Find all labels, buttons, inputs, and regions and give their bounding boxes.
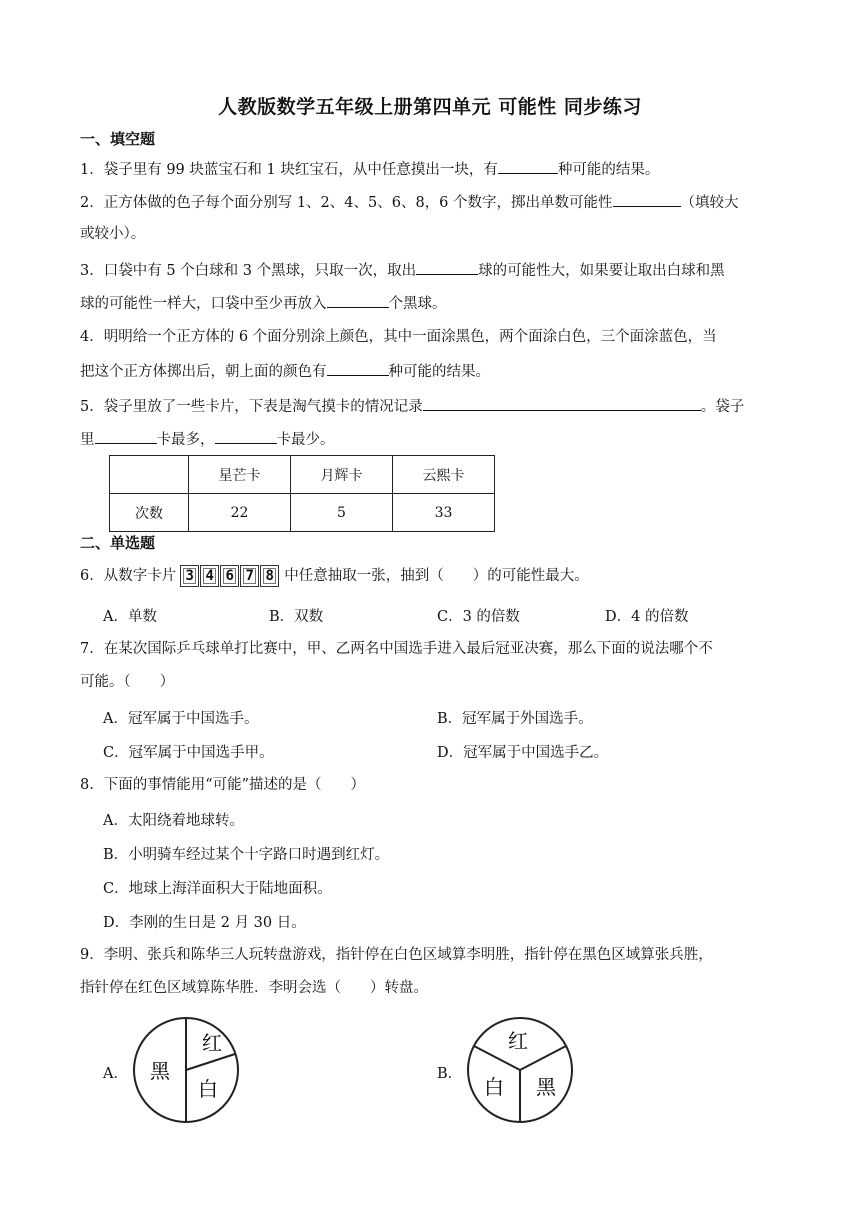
q4-text-end: 种可能的结果。: [388, 364, 490, 380]
q1-text: 1．袋子里有 99 块蓝宝石和 1 块红宝石，从中任意摸出一块，有: [80, 162, 498, 178]
q7-option-d[interactable]: D．冠军属于中国选手乙。: [437, 745, 609, 761]
question-5: [80, 395, 780, 417]
q4-text-2: 把这个正方体掷出后，朝上面的颜色有: [80, 364, 327, 380]
question-3-cont: [80, 292, 780, 314]
spinner-a[interactable]: [132, 1014, 242, 1126]
q8-option-d[interactable]: D．李刚的生日是 2 月 30 日。: [103, 915, 306, 931]
question-2-cont: [80, 224, 780, 244]
q3-blank-2[interactable]: [327, 292, 389, 308]
question-7: [80, 639, 780, 659]
section-fill-blank: 一、填空题: [80, 130, 156, 148]
number-cards: [180, 565, 280, 587]
q5-text-2: 里: [80, 432, 95, 448]
q3-blank-1[interactable]: [416, 259, 478, 275]
q4-text: 4．明明给一个正方体的 6 个面分别涂上颜色，其中一面涂黑色，两个面涂白色，三个面涂蓝色，当: [80, 329, 717, 345]
spinner-b-red-label: 红: [508, 1029, 528, 1053]
number-card: 4: [200, 565, 219, 587]
number-card: 6: [220, 565, 239, 587]
spinner-b-black-label: 黑: [536, 1075, 556, 1099]
spinner-a-white-label: 白: [198, 1077, 218, 1101]
question-7-cont: [80, 672, 780, 692]
table-row: [110, 456, 495, 494]
question-2: [80, 191, 780, 213]
q8-option-c[interactable]: C．地球上海洋面积大于陆地面积。: [103, 881, 332, 897]
table-cell: 22: [189, 494, 291, 532]
q9-text-end: 指针停在红色区域算陈华胜．李明会选（ ）转盘。: [80, 980, 428, 996]
q5-text-end: 卡最少。: [276, 432, 335, 448]
question-1: [80, 158, 780, 180]
q6-option-a[interactable]: A．单数: [103, 609, 157, 625]
table-header-cell: [110, 456, 189, 494]
table-header-cell: 月辉卡: [291, 456, 393, 494]
number-card: 8: [260, 565, 279, 587]
q1-text-end: 种可能的结果。: [557, 162, 660, 178]
q2-text-mid: （填较大: [680, 195, 739, 211]
q1-blank[interactable]: [498, 158, 558, 174]
question-6: [80, 565, 780, 587]
q6-text: 6．从数字卡片: [80, 568, 177, 584]
q9-option-a[interactable]: A．: [103, 1066, 128, 1082]
q9-option-b[interactable]: B．: [437, 1066, 463, 1082]
number-card: 7: [240, 565, 259, 587]
q3-text-mid: 球的可能性大，如果要让取出白球和黑: [478, 263, 725, 279]
q6-option-d[interactable]: D．4 的倍数: [605, 609, 689, 625]
q8-option-a[interactable]: A．太阳绕着地球转。: [103, 813, 244, 829]
spinner-a-red-label: 红: [202, 1031, 222, 1055]
record-table: [109, 455, 495, 532]
q3-text-end: 个黑球。: [388, 296, 447, 312]
table-row: [110, 494, 495, 532]
q2-text: 2．正方体做的色子每个面分别写 1、2、4、5、6、8，6 个数字，掷出单数可能性: [80, 195, 613, 211]
question-9: [80, 945, 780, 965]
page-title: 人教版数学五年级上册第四单元 可能性 同步练习: [218, 96, 642, 118]
q9-text: 9．李明、张兵和陈华三人玩转盘游戏，指针停在白色区域算李明胜，指针停在黑色区域算张兵胜，: [80, 947, 713, 963]
q6-option-b[interactable]: B．双数: [269, 609, 324, 625]
q7-text: 7．在某次国际乒乓球单打比赛中，甲、乙两名中国选手进入最后冠亚决赛，那么下面的说法哪个不: [80, 641, 713, 657]
q7-text-end: 可能。（ ）: [80, 674, 175, 690]
question-9-cont: [80, 978, 780, 998]
spinner-b-white-label: 白: [484, 1075, 504, 1099]
section-single-choice: 二、单选题: [80, 534, 156, 552]
q5-text-3: 卡最多，: [156, 432, 215, 448]
q2-blank[interactable]: [613, 191, 681, 207]
q7-option-c[interactable]: C．冠军属于中国选手甲。: [103, 745, 274, 761]
number-card: 3: [180, 565, 199, 587]
table-row-label: 次数: [110, 494, 189, 532]
table-cell: 5: [291, 494, 393, 532]
q5-text-mid: 。袋子: [700, 399, 745, 415]
table-header-cell: 云熙卡: [393, 456, 495, 494]
q3-text: 3．口袋中有 5 个白球和 3 个黑球，只取一次，取出: [80, 263, 417, 279]
table-cell: 33: [393, 494, 495, 532]
q5-text: 5．袋子里放了一些卡片，下表是淘气摸卡的情况记录: [80, 399, 423, 415]
question-5-cont: [80, 428, 780, 450]
spinner-a-black-label: 黑: [150, 1059, 170, 1083]
q8-text: 8．下面的事情能用“可能”描述的是（ ）: [80, 777, 366, 793]
question-4-cont: [80, 360, 780, 382]
q8-option-b[interactable]: B．小明骑车经过某个十字路口时遇到红灯。: [103, 847, 390, 863]
question-3: [80, 259, 780, 281]
spinner-b[interactable]: [466, 1014, 576, 1126]
q2-text-end: 或较小）。: [80, 226, 146, 242]
q4-blank[interactable]: [327, 360, 389, 376]
q5-blank-2[interactable]: [95, 428, 157, 444]
q7-option-a[interactable]: A．冠军属于中国选手。: [103, 711, 259, 727]
table-header-cell: 星芒卡: [189, 456, 291, 494]
q3-text-2: 球的可能性一样大，口袋中至少再放入: [80, 296, 327, 312]
q5-blank-3[interactable]: [215, 428, 277, 444]
q5-blank-1[interactable]: [423, 395, 701, 411]
question-8: [80, 775, 780, 795]
q7-option-b[interactable]: B．冠军属于外国选手。: [437, 711, 593, 727]
q6-option-c[interactable]: C．3 的倍数: [437, 609, 520, 625]
question-4: [80, 327, 780, 347]
q6-text-end: 中任意抽取一张，抽到（ ）的可能性最大。: [284, 568, 589, 584]
